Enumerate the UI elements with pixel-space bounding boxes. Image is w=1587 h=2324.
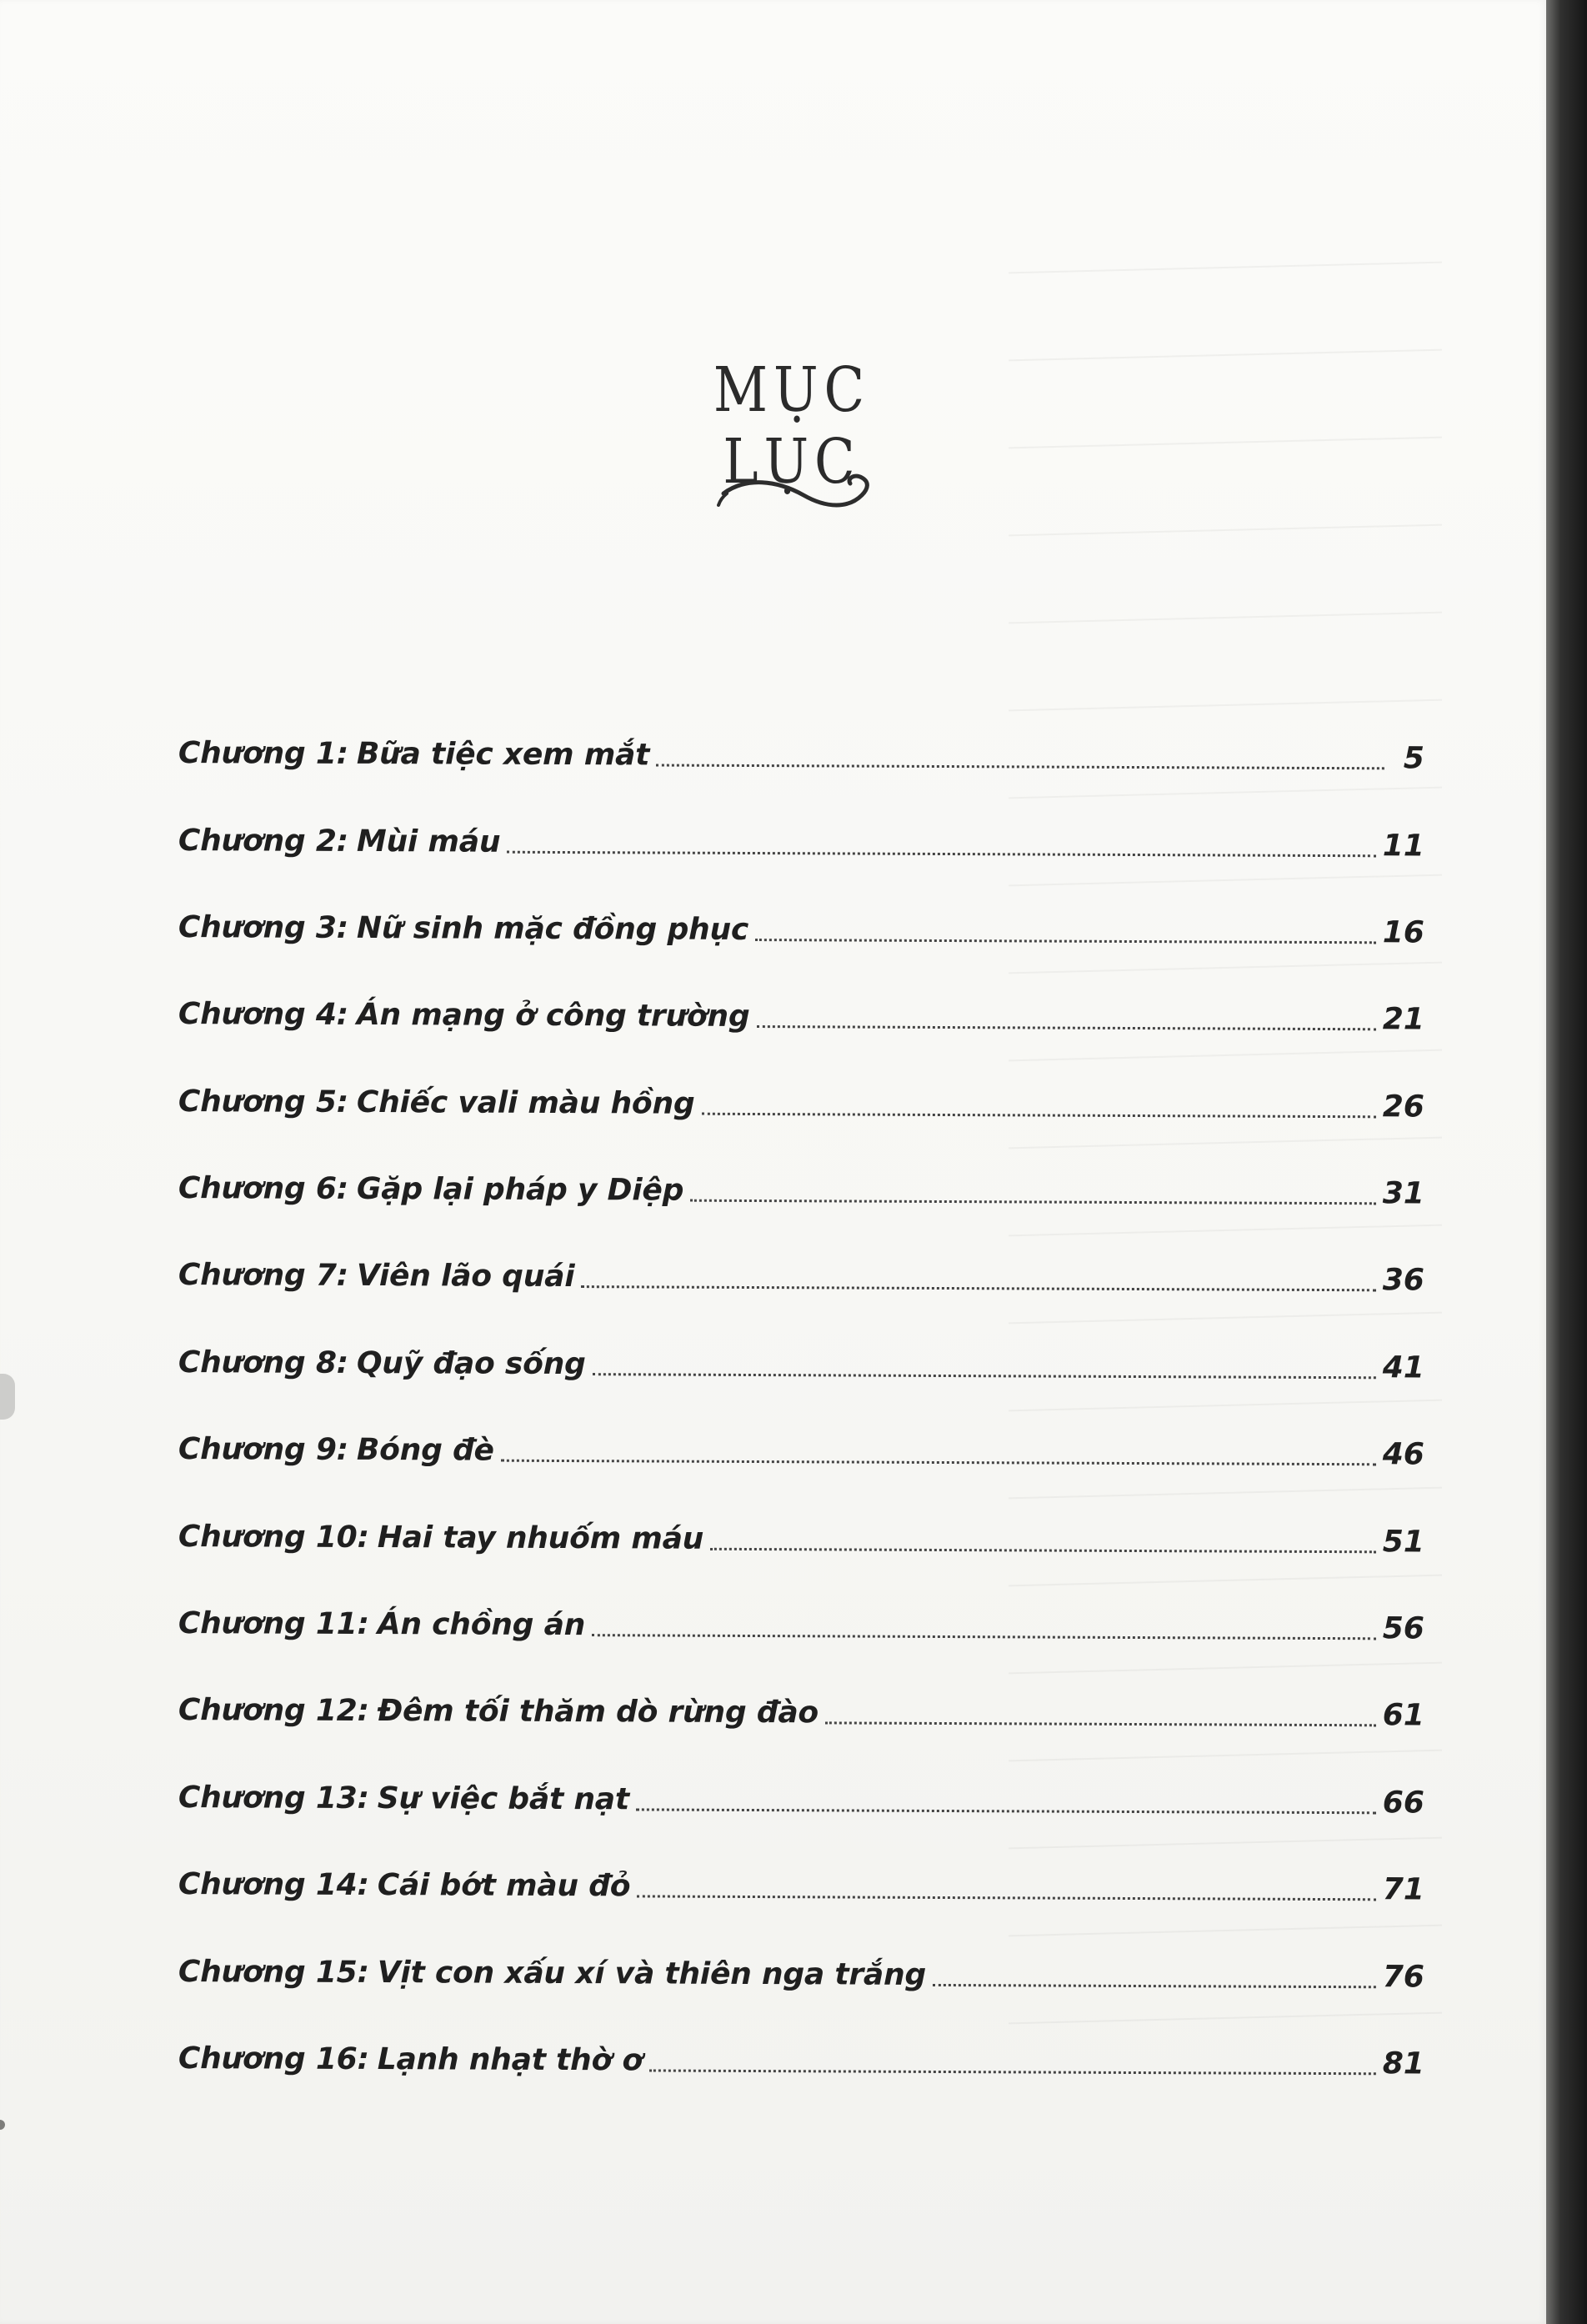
chapter-label: Chương 10: (178, 1520, 369, 1555)
dot-leader (710, 1548, 1376, 1553)
dot-leader (933, 1984, 1376, 1988)
dot-leader (755, 939, 1376, 944)
toc-entry[interactable] (178, 1758, 1424, 1819)
chapter-title: Sự việc bắt nạt (377, 1781, 629, 1817)
chapter-label: Chương 7: (178, 1258, 349, 1293)
dot-leader (701, 1113, 1375, 1119)
page-number: 41 (1382, 1350, 1425, 1385)
dot-leader (656, 764, 1384, 770)
page-number: 51 (1382, 1525, 1425, 1560)
chapter-label: Chương 9: (178, 1432, 349, 1467)
toc-entry[interactable] (178, 1062, 1424, 1123)
chapter-title: Gặp lại pháp y Diệp (356, 1171, 684, 1208)
page-number: 5 (1403, 741, 1425, 776)
chapter-label: Chương 5: (178, 1084, 349, 1119)
dot-leader (581, 1285, 1375, 1291)
dot-leader (637, 1895, 1376, 1901)
page-number: 76 (1382, 1960, 1425, 1995)
page-number: 56 (1382, 1611, 1425, 1646)
dot-leader (636, 1808, 1376, 1814)
dot-leader (507, 851, 1376, 858)
page-number: 61 (1382, 1698, 1425, 1733)
chapter-label: Chương 15: (178, 1955, 369, 1990)
chapter-title: Bữa tiệc xem mắt (356, 736, 650, 773)
chapter-title: Hai tay nhuốm máu (377, 1520, 704, 1556)
chapter-label: Chương 8: (178, 1345, 349, 1380)
toc-entry[interactable] (178, 1410, 1424, 1470)
chapter-label: Chương 1: (178, 736, 349, 771)
chapter-title: Quỹ đạo sống (356, 1345, 586, 1382)
chapter-label: Chương 16: (178, 2041, 369, 2076)
toc-entry[interactable] (178, 2019, 1424, 2080)
chapter-title: Án chồng án (377, 1607, 586, 1643)
chapter-title: Cái bớt màu đỏ (377, 1868, 631, 1904)
dot-leader (593, 1373, 1376, 1379)
toc-entry[interactable] (178, 714, 1424, 774)
page-number: 26 (1382, 1089, 1425, 1124)
page-number: 46 (1382, 1437, 1425, 1472)
page-number: 66 (1382, 1786, 1425, 1821)
toc-entry[interactable] (178, 1323, 1424, 1384)
toc-entry[interactable] (178, 1584, 1424, 1645)
dot-leader (756, 1025, 1375, 1030)
chapter-title: Vịt con xấu xí và thiên nga trắng (377, 1956, 927, 1992)
chapter-label: Chương 2: (178, 824, 349, 859)
chapter-title: Viên lão quái (356, 1258, 575, 1295)
chapter-title: Đêm tối thăm dò rừng đào (377, 1694, 819, 1730)
toc-entry[interactable] (178, 1497, 1424, 1558)
dot-leader (825, 1721, 1376, 1726)
dot-leader (649, 2069, 1376, 2075)
chapter-label: Chương 13: (178, 1781, 369, 1816)
page-number: 31 (1382, 1176, 1425, 1211)
dot-leader (690, 1200, 1376, 1205)
dot-leader (592, 1634, 1376, 1640)
page-number: 11 (1382, 829, 1425, 864)
chapter-title: Mùi máu (356, 824, 501, 859)
page-number: 36 (1382, 1263, 1425, 1298)
chapter-label: Chương 14: (178, 1867, 369, 1902)
dot-leader (501, 1460, 1376, 1466)
chapter-label: Chương 6: (178, 1171, 349, 1206)
toc-entry[interactable] (178, 1932, 1424, 1993)
toc-entry[interactable] (178, 1670, 1424, 1731)
chapter-label: Chương 12: (178, 1693, 369, 1728)
chapter-label: Chương 11: (178, 1606, 369, 1641)
chapter-title: Bóng đè (356, 1432, 494, 1468)
chapter-title: Chiếc vali màu hồng (356, 1084, 695, 1121)
chapter-label: Chương 3: (178, 910, 349, 945)
chapter-label: Chương 4: (178, 997, 349, 1032)
toc-entry[interactable] (178, 1149, 1424, 1210)
toc-entry[interactable] (178, 888, 1424, 949)
page-number: 21 (1382, 1002, 1425, 1037)
page-edge-mark (0, 1374, 15, 1420)
page-number: 81 (1382, 2046, 1425, 2081)
book-spine-shadow (1546, 0, 1587, 2324)
toc-entry[interactable] (178, 974, 1424, 1035)
chapter-title: Án mạng ở công trường (356, 997, 750, 1034)
toc-entry[interactable] (178, 801, 1424, 862)
page-title: MỤC LỤC (713, 354, 871, 498)
chapter-title: Nữ sinh mặc đồng phục (356, 910, 749, 947)
toc-entry[interactable] (178, 1845, 1424, 1906)
chapter-title: Lạnh nhạt thờ ơ (377, 2042, 643, 2078)
toc-entry[interactable] (178, 1235, 1424, 1296)
page-number: 71 (1382, 1872, 1425, 1907)
page-number: 16 (1382, 915, 1425, 950)
